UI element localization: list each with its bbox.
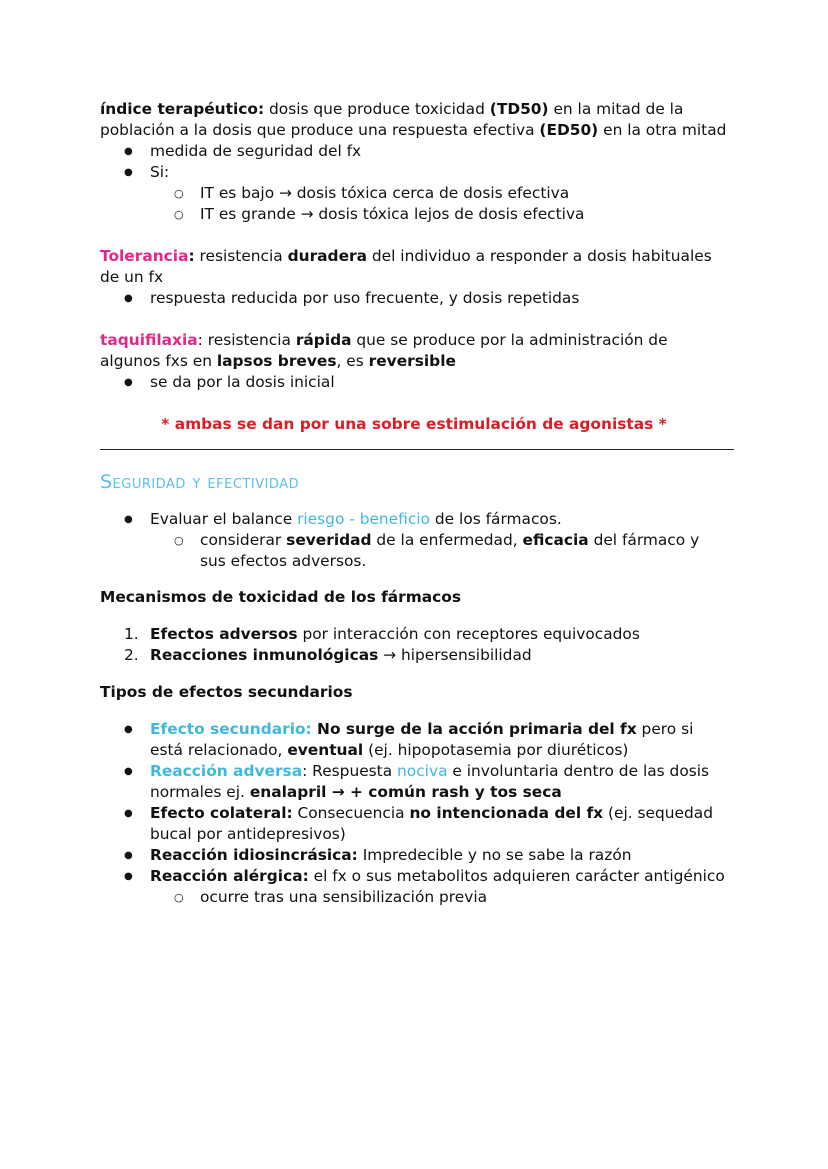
list-item <box>150 761 728 803</box>
tolerancia-text-1: resistencia <box>194 247 288 265</box>
tipos-subbullets <box>150 887 728 908</box>
tipos-e5-text: el fx o sus metabolitos adquieren carácter antigénico <box>308 867 725 885</box>
list-item: ○ IT es grande → dosis tóxica lejos de dosis efectiva <box>200 204 728 225</box>
tipos-e1-text-2: (ej. hipopotasemia por diuréticos) <box>363 741 629 759</box>
taquifilaxia-text-3: , es <box>336 352 369 370</box>
taquifilaxia-term: taquifilaxia <box>100 331 198 349</box>
taquifilaxia-colon: : <box>197 331 203 349</box>
list-item <box>150 162 728 225</box>
it-paragraph <box>100 99 728 141</box>
mecanismo-2-text: → hipersensibilidad <box>378 646 532 664</box>
list-item: ○ IT es bajo → dosis tóxica cerca de dosis efectiva <box>200 183 728 204</box>
tolerancia-text-2: del individuo a responder a dosis habituales de un fx <box>100 247 712 286</box>
seguridad-sub-text-2: de la enfermedad, <box>371 531 523 549</box>
reaccion-alergica-term: Reacción alérgica: <box>150 867 309 885</box>
tipos-e1-text: pero si está relacionado, <box>150 720 694 759</box>
mecanismo-2-term: Reacciones inmunológicas <box>150 646 379 664</box>
list-item <box>124 624 728 645</box>
list-item: ○ ocurre tras una sensibilización previa <box>200 887 728 908</box>
it-term: índice terapéutico: <box>100 100 265 118</box>
taquifilaxia-bold-1: rápida <box>295 331 352 349</box>
taquifilaxia-text-1: resistencia <box>202 331 296 349</box>
list-number: 1. <box>124 625 139 643</box>
tolerancia-colon: : <box>188 247 195 265</box>
tipos-e4-text: Impredecible y no se sabe la razón <box>357 846 632 864</box>
seguridad-text-2: de los fármacos. <box>430 510 562 528</box>
tipos-bullets <box>100 719 728 908</box>
tipos-e1-bold: No surge de la acción primaria del fx <box>311 720 637 738</box>
horizontal-divider <box>100 449 734 450</box>
efecto-secundario-term: Efecto secundario: <box>150 720 312 738</box>
it-text-1: dosis que produce toxicidad <box>264 100 490 118</box>
tolerancia-term: Tolerancia <box>100 247 189 265</box>
tipos-heading: Tipos de efectos secundarios <box>100 683 353 701</box>
section-title: Seguridad y efectividad <box>100 471 300 493</box>
riesgo-beneficio: riesgo - beneficio <box>297 510 431 528</box>
list-item: ● medida de seguridad del fx <box>150 141 728 162</box>
tipos-e2-text-2: e involuntaria dentro de las dosis normales ej. <box>150 762 710 801</box>
tipos-e3-text: Consecuencia <box>292 804 410 822</box>
mecanismos-heading: Mecanismos de toxicidad de los fármacos <box>100 588 462 606</box>
it-si-label: Si: <box>150 163 170 181</box>
it-text-2: en la mitad de la población a la dosis que produce una respuesta efectiva <box>100 100 684 139</box>
list-item <box>150 866 728 908</box>
list-number: 2. <box>124 646 139 664</box>
nociva: nociva <box>397 762 448 780</box>
efecto-colateral-term: Efecto colateral: <box>150 804 293 822</box>
tolerancia-bullets <box>100 288 728 309</box>
it-subbullets <box>150 183 728 225</box>
tolerancia-bold-1: duradera <box>287 247 367 265</box>
list-item <box>150 719 728 761</box>
list-item <box>150 509 728 572</box>
list-item <box>124 645 728 666</box>
list-item <box>200 530 728 572</box>
taquifilaxia-bold-3: reversible <box>368 352 456 370</box>
reaccion-idiosincrasica-term: Reacción idiosincrásica: <box>150 846 358 864</box>
list-item <box>150 803 728 845</box>
list-item: ● se da por la dosis inicial <box>150 372 728 393</box>
mecanismo-1-text: por interacción con receptores equivocados <box>297 625 640 643</box>
tolerancia-paragraph <box>100 246 728 288</box>
tipos-e1-bold-2: eventual <box>287 741 364 759</box>
it-ed50: (ED50) <box>539 121 599 139</box>
seguridad-sub-text-1: considerar <box>200 531 287 549</box>
taquifilaxia-bullets <box>100 372 728 393</box>
mecanismo-1-term: Efectos adversos <box>150 625 298 643</box>
tipos-e2-text: : Respuesta <box>302 762 398 780</box>
it-text-3: en la otra mitad <box>598 121 727 139</box>
severidad: severidad <box>286 531 372 549</box>
eficacia: eficacia <box>522 531 589 549</box>
seguridad-text-1: Evaluar el balance <box>150 510 298 528</box>
it-bullets <box>100 141 728 225</box>
mecanismos-list <box>100 624 728 666</box>
seguridad-sub-text-3: del fármaco y sus efectos adversos. <box>200 531 700 570</box>
taquifilaxia-bold-2: lapsos breves <box>216 352 337 370</box>
reaccion-adversa-term: Reacción adversa <box>150 762 303 780</box>
list-item: ● respuesta reducida por uso frecuente, y dosis repetidas <box>150 288 728 309</box>
list-item <box>150 845 728 866</box>
tipos-e3-bold: no intencionada del fx <box>409 804 604 822</box>
it-td50: (TD50) <box>489 100 549 118</box>
agonist-note: * ambas se dan por una sobre estimulación de agonistas * <box>161 415 667 433</box>
tipos-e3-text-2: (ej. sequedad bucal por antidepresivos) <box>150 804 713 843</box>
seguridad-bullets <box>100 509 728 572</box>
taquifilaxia-paragraph <box>100 330 728 372</box>
seguridad-subbullets <box>150 530 728 572</box>
tipos-e2-bold: enalapril → + común rash y tos seca <box>249 783 562 801</box>
taquifilaxia-text-2: que se produce por la administración de algunos fxs en <box>100 331 668 370</box>
